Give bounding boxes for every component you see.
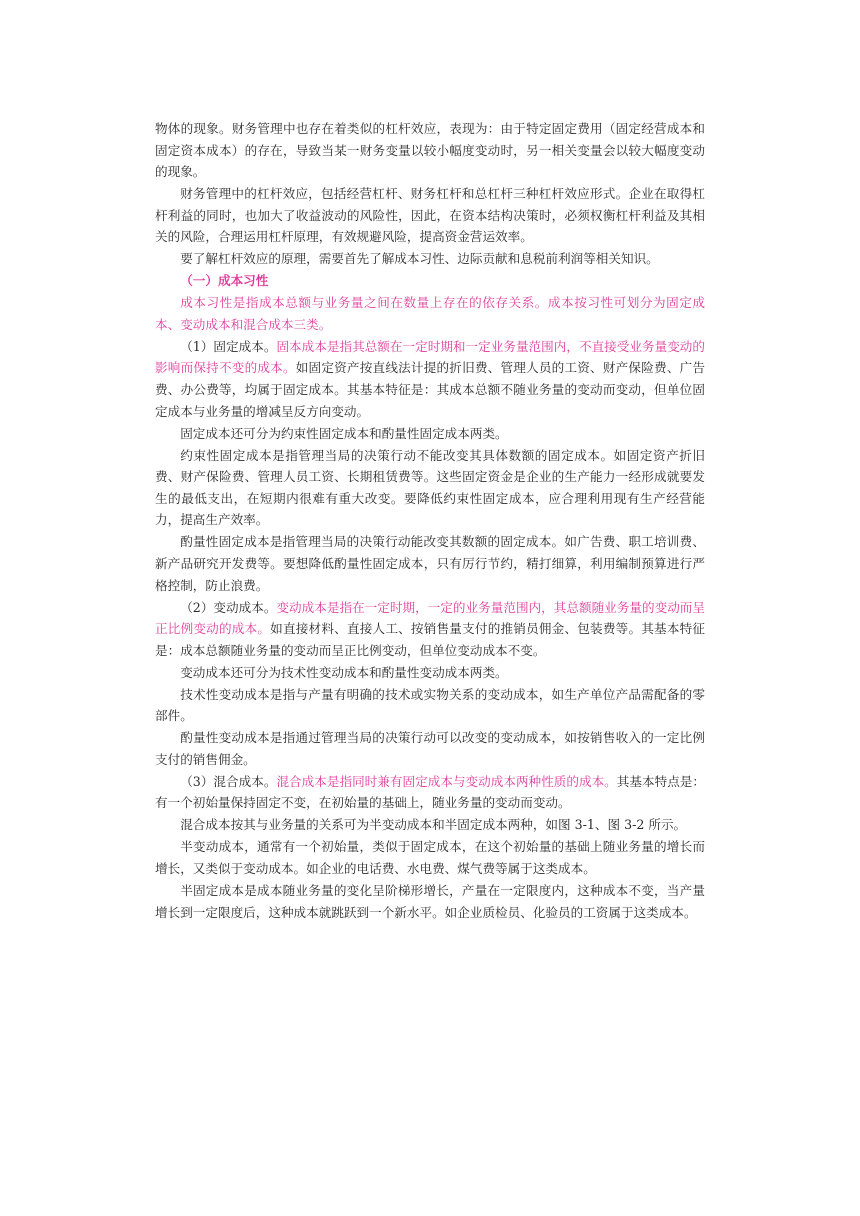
highlighted-text: 固本成本是指其总额在一定时期和一定业务量范围内，不直接受业务量变动的影响而保持不变的成本。 [155,338,706,376]
paragraph [155,336,705,422]
highlighted-text: （一）成本习性 [180,273,269,289]
paragraph [155,118,705,183]
paragraph [155,183,705,248]
body-text: 酌量性变动成本是指通过管理当局的决策行动可以改变的变动成本，如按销售收入的一定比例支付的销售佣金。 [155,730,705,767]
body-text: 约束性固定成本是指管理当局的决策行动不能改变其具体数额的固定成本。如固定资产折旧费、财产保险费、管理人员工资、长期租赁费等。这些固定资金是企业的生产能力一经形成就要发生的最低支出，在短期内很难有重大改变。要降低约束性固定成本，应合理利用现有生产经营能力，提高生产效率。 [155,447,705,528]
body-text: 要了解杠杆效应的原理，需要首先了解成本习性、边际贡献和息税前利润等相关知识。 [180,251,659,267]
body-text: 技术性变动成本是指与产量有明确的技术或实物关系的变动成本，如生产单位产品需配备的零部件。 [155,686,705,724]
paragraph [155,531,705,596]
paragraph [155,684,705,727]
highlighted-text: 混合成本是指同时兼有固定成本与变动成本两种性质的成本。 [276,773,617,789]
paragraph [155,423,705,445]
body-text: 混合成本按其与业务量的关系可为半变动成本和半固定成本两种，如图 3-1、图 3-2 所示。 [180,817,687,833]
body-text: 如直接材料、直接人工、按销售量支付的推销员佣金、包装费等。其基本特征是：成本总额随业务量的变动而呈正比例变动，但单位变动成本不变。 [155,621,706,658]
paragraph [155,248,705,270]
body-text: 物体的现象。财务管理中也存在着类似的杠杆效应，表现为：由于特定固定费用（固定经营成本和固定资本成本）的存在，导致当某一财务变量以较小幅度变动时，另一相关变量会以较大幅度变动的现象。 [155,121,705,180]
highlighted-text: 成本习性是指成本总额与业务量之间在数量上存在的依存关系。成本按习性可划分为固定成本、变动成本和混合成本三类。 [155,295,705,332]
document-page [155,118,705,924]
paragraph [155,597,705,662]
body-text: 固定成本还可分为约束性固定成本和酌量性固定成本两类。 [180,425,508,441]
body-text: 半固定成本是成本随业务量的变化呈阶梯形增长，产量在一定限度内，这种成本不变，当产量增长到一定限度后，这种成本就跳跃到一个新水平。如企业质检员、化验员的工资属于这类成本。 [155,883,705,920]
highlighted-text: 变动成本是指在一定时期，一定的业务量范围内，其总额随业务量的变动而呈正比例变动的成本。 [155,599,706,637]
paragraph [155,292,705,335]
body-text: 其基本特点是：有一个初始量保持固定不变，在初始量的基础上，随业务量的变动而变动。 [155,773,706,811]
body-text: 半变动成本，通常有一个初始量，类似于固定成本，在这个初始量的基础上随业务量的增长而增长，又类似于变动成本。如企业的电话费、水电费、煤气费等属于这类成本。 [155,839,705,877]
paragraph [155,662,705,684]
body-text: （2）变动成本。 [180,599,277,615]
body-text: （3）混合成本。 [180,773,277,789]
paragraph [155,445,705,531]
paragraph [155,836,705,879]
paragraph [155,814,705,836]
body-text: （1）固定成本。 [180,338,277,354]
paragraph [155,727,705,770]
body-text: 变动成本还可分为技术性变动成本和酌量性变动成本两类。 [180,664,508,680]
body-text: 如固定资产按直线法计提的折旧费、管理人员的工资、财产保险费、广告费、办公费等，均属于固定成本。其基本特征是：其成本总额不随业务量的变动而变动，但单位固定成本与业务量的增减呈反方向变动。 [155,360,706,419]
body-text: 酌量性固定成本是指管理当局的决策行动能改变其数额的固定成本。如广告费、职工培训费、新产品研究开发费等。要想降低酌量性固定成本，只有厉行节约，精打细算，利用编制预算进行严格控制，防止浪费。 [155,534,705,593]
paragraph [155,880,705,923]
body-text: 财务管理中的杠杆效应，包括经营杠杆、财务杠杆和总杠杆三种杠杆效应形式。企业在取得杠杆利益的同时，也加大了收益波动的风险性，因此，在资本结构决策时，必须权衡杠杆利益及其相关的风险，合理运用杠杆原理，有效规避风险，提高资金营运效率。 [155,186,705,245]
section-heading [155,270,705,292]
paragraph [155,771,705,814]
